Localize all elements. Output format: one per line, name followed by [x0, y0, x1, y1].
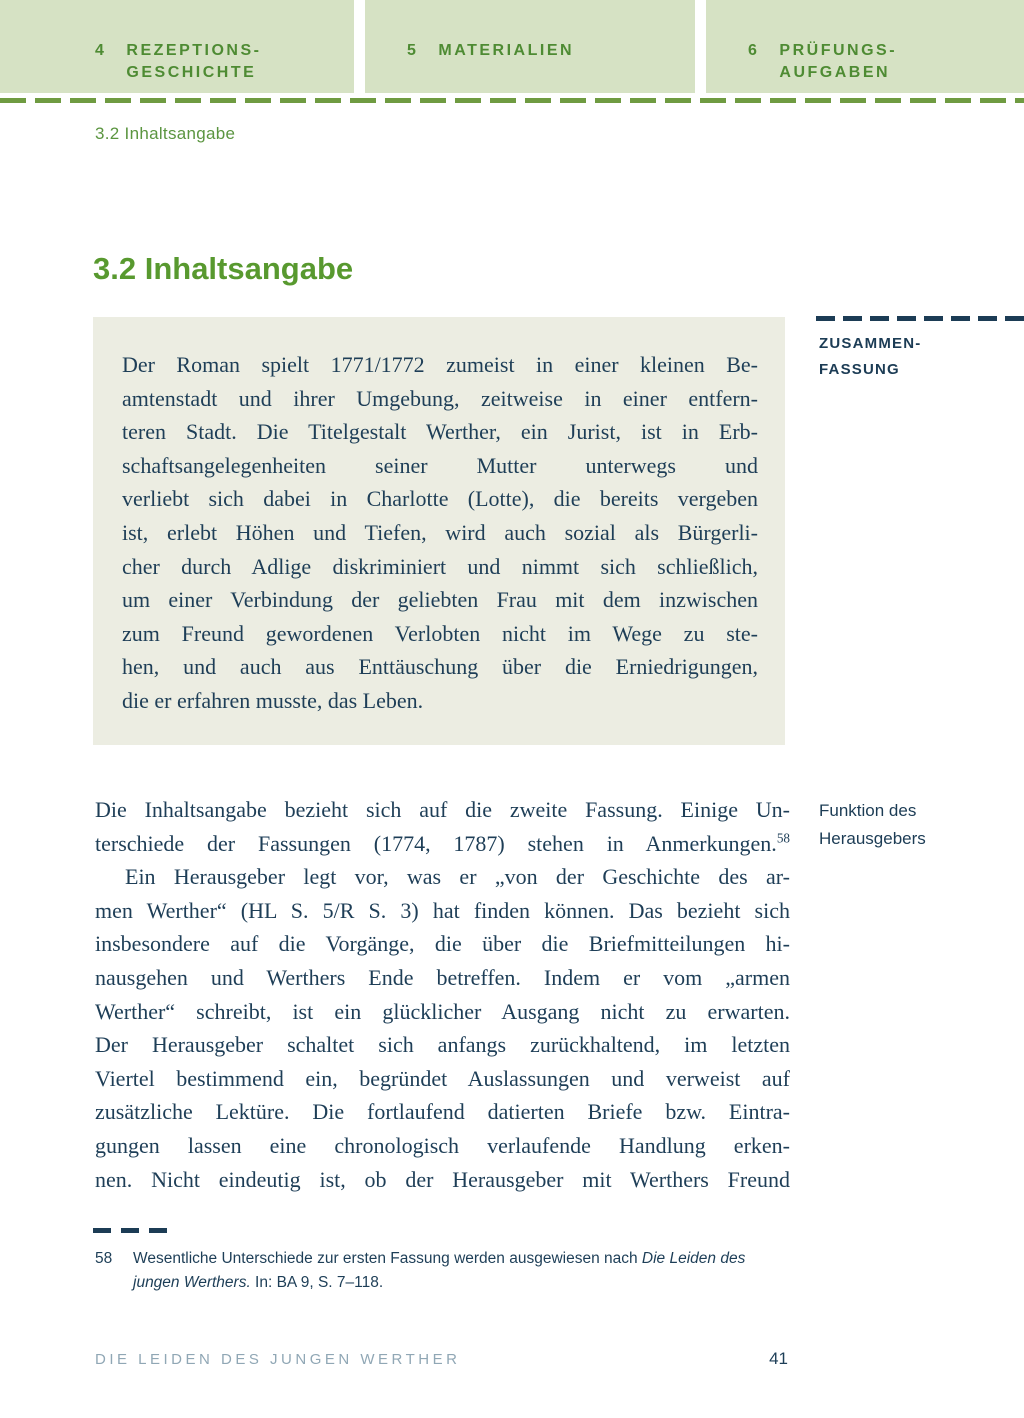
tab-label — [438, 40, 574, 62]
paragraph — [95, 793, 790, 860]
text-line: zum Freund gewordenen Verlobten nicht im Wege zu ste- — [122, 620, 758, 646]
footnote-text-after: In: BA 9, S. 7–118. — [250, 1274, 384, 1291]
summary-text — [122, 348, 758, 718]
text-line: Herausgebers — [819, 829, 926, 848]
text-line: men Werther“ (HL S. 5/R S. 3) hat finden können. Das bezieht sich — [95, 897, 790, 923]
text-line: die er erfahren musste, das Leben. — [122, 687, 424, 713]
tab-label — [779, 40, 897, 84]
text-line: hen, und auch aus Enttäuschung über die Erniedrigungen, — [122, 654, 758, 680]
running-head: 3.2 Inhaltsangabe — [95, 124, 236, 143]
text-line: um einer Verbindung der geliebten Frau mit dem inzwischen — [122, 587, 758, 613]
body-text — [95, 793, 790, 1196]
header-tab-rezeptionsgeschichte — [0, 0, 354, 93]
text-line: insbesondere auf die Vorgänge, die über die Briefmitteilungen hi- — [95, 931, 790, 957]
text-line: Funktion des — [819, 801, 917, 820]
text-line: schaftsangelegenheiten seiner Mutter unterwegs und — [122, 452, 758, 478]
page-number: 41 — [769, 1349, 788, 1368]
text-line: REZEPTIONS- — [126, 42, 262, 59]
footnote — [95, 1247, 785, 1295]
margin-note-funktion-des-herausgebers — [819, 797, 926, 853]
footnote-text-italic: Die Leiden des jungen Werthers. — [133, 1250, 746, 1291]
text-line: nausgehen und Werthers Ende betreffen. Indem er vom „armen — [95, 964, 790, 990]
text-line: Der Roman spielt 1771/1772 zumeist in einer kleinen Be- — [122, 352, 758, 377]
footnote-dashed-rule — [93, 1228, 169, 1233]
header-dashed-rule — [0, 98, 1024, 103]
text-line: ZUSAMMEN- — [819, 335, 922, 352]
tab-number: 5 — [407, 42, 419, 59]
section-title: 3.2 Inhaltsangabe — [93, 251, 354, 286]
text-line: PRÜFUNGS- — [779, 42, 898, 59]
text-line: Der Herausgeber schaltet sich anfangs zurückhaltend, im letzten — [95, 1032, 790, 1058]
text-line: FASSUNG — [819, 361, 900, 378]
paragraph — [95, 860, 790, 1196]
text-line: amtenstadt und ihrer Umgebung, zeitweise in einer entfern- — [122, 385, 758, 411]
text-line: teren Stadt. Die Titelgestalt Werther, ein Jurist, ist in Erb- — [122, 419, 758, 445]
summary-box — [93, 317, 785, 745]
text-line: Viertel bestimmend ein, begründet Auslassungen und verweist auf — [95, 1065, 790, 1091]
text-line: verliebt sich dabei in Charlotte (Lotte), die bereits vergeben — [122, 486, 758, 512]
text-line: GESCHICHTE — [126, 64, 257, 81]
header-tab-materialien — [365, 0, 695, 93]
header-tab-pruefungsaufgaben — [706, 0, 1024, 93]
footnote-text-before: Wesentliche Unterschiede zur ersten Fassung werden ausgewiesen nach — [133, 1250, 642, 1267]
margin-label-zusammenfassung — [819, 331, 921, 383]
text-line: cher durch Adlige diskriminiert und nimmt sich schließlich, — [122, 553, 758, 579]
text-line: Die Inhaltsangabe bezieht sich auf die zweite Fassung. Einige Un- — [95, 797, 790, 822]
text-line: ist, erlebt Höhen und Tiefen, wird auch sozial als Bürgerli- — [122, 519, 758, 545]
text-line: AUFGABEN — [779, 64, 891, 81]
text-line: nen. Nicht eindeutig ist, ob der Herausgeber mit Werthers Freund — [95, 1166, 790, 1192]
text-line: gungen lassen eine chronologisch verlaufende Handlung erken- — [95, 1132, 790, 1158]
text-line: terschiede der Fassungen (1774, 1787) stehen in Anmerkungen.$^{58}$ — [95, 830, 790, 856]
tab-label — [126, 40, 261, 84]
text-line: MATERIALIEN — [438, 42, 575, 59]
footnote-number: 58 — [95, 1250, 113, 1267]
text-line: Ein Herausgeber legt vor, was er „von der Geschichte des ar- — [125, 864, 790, 890]
text-line: zusätzliche Lektüre. Die fortlaufend datierten Briefe bzw. Eintra- — [95, 1099, 790, 1125]
footer-book-title: DIE LEIDEN DES JUNGEN WERTHER — [95, 1351, 461, 1368]
footnote-text — [133, 1247, 785, 1295]
summary-dashed-rule — [816, 316, 1024, 321]
page-footer — [95, 1349, 788, 1369]
tab-number: 6 — [748, 42, 760, 59]
text-line: Werther“ schreibt, ist ein glücklicher Ausgang nicht zu erwarten. — [95, 998, 790, 1024]
tab-number: 4 — [95, 42, 107, 59]
